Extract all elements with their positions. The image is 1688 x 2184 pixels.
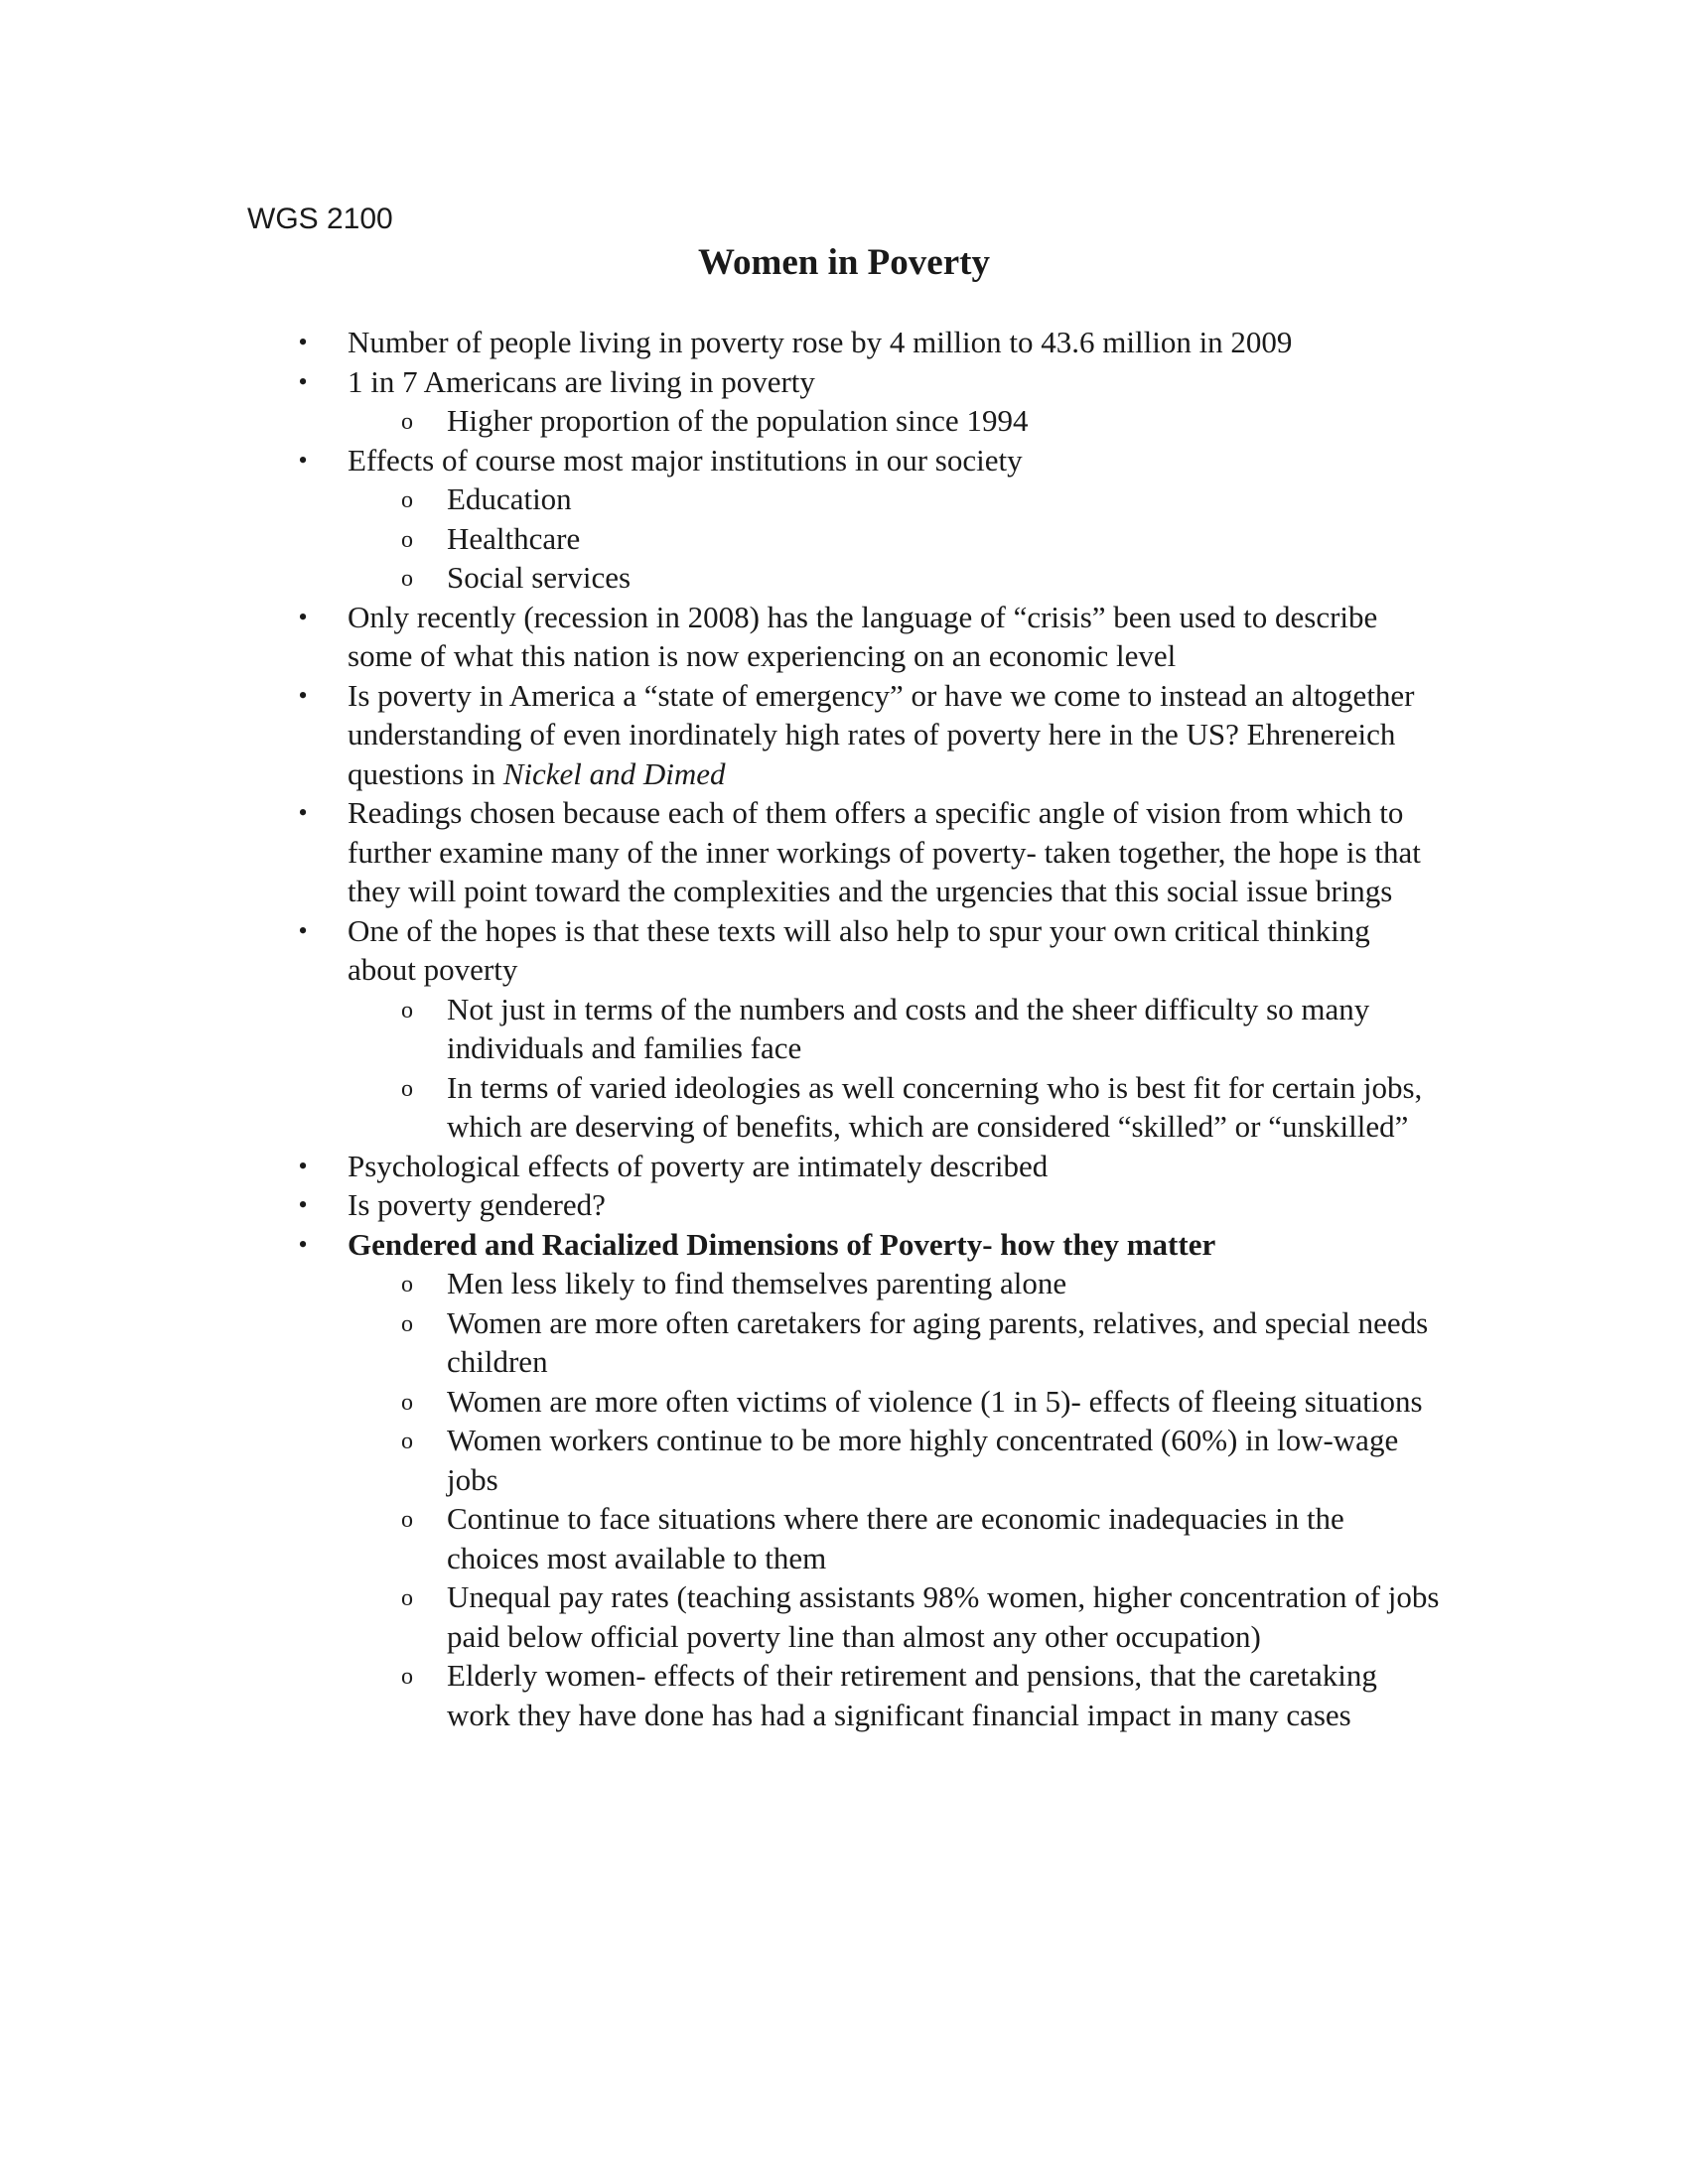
bullet-text: In terms of varied ideologies as well concerning who is best fit for certain jobs, which are deserving of benefits, which are considered “skilled” or “unskilled” (447, 1069, 1423, 1144)
course-code: WGS 2100 (247, 203, 393, 235)
bullet-text: Effects of course most major institutions in our society (348, 442, 1023, 478)
bullet-marker: • (298, 602, 308, 631)
sub-bullet-marker: o (401, 1075, 413, 1102)
sub-bullet-item (0, 990, 1440, 1068)
bullet-text: Not just in terms of the numbers and costs and the sheer difficulty so many individuals and families face (447, 991, 1370, 1065)
bullet-item (0, 676, 1440, 794)
bullet-text: Gendered and Racialized Dimensions of Poverty- how they matter (348, 1226, 1216, 1262)
sub-bullet-item (0, 1577, 1440, 1656)
sub-bullet-marker: o (401, 1310, 413, 1337)
bullet-text: Healthcare (447, 520, 581, 556)
sub-bullet-item (0, 1382, 1440, 1422)
bullet-text: Higher proportion of the population since 1994 (447, 403, 1029, 438)
book-title: Nickel and Dimed (502, 755, 726, 791)
bullet-text: Elderly women- effects of their retirement and pensions, that the caretaking work they have done has had a significant financial impact in many cases (447, 1658, 1377, 1732)
bullet-item (0, 362, 1440, 402)
sub-bullet-item (0, 1068, 1440, 1147)
bullet-marker: • (298, 328, 308, 356)
sub-bullet-item (0, 1264, 1440, 1303)
sub-bullet-marker: o (401, 566, 413, 592)
bullet-item (0, 1185, 1440, 1225)
sub-bullet-marker: o (401, 487, 413, 513)
bullet-marker: • (298, 1190, 308, 1219)
bullet-marker: • (298, 680, 308, 710)
sub-bullet-marker: o (401, 409, 413, 435)
bullet-text: Women are more often caretakers for aging parents, relatives, and special needs children (447, 1304, 1429, 1379)
bullet-marker: • (298, 366, 308, 396)
bullet-item (0, 441, 1440, 480)
bullet-item (0, 911, 1440, 990)
sub-bullet-item (0, 519, 1440, 559)
bullet-text: Men less likely to find themselves parenting alone (447, 1266, 1067, 1300)
bullet-text: Continue to face situations where there are economic inadequacies in the choices most available to them (447, 1501, 1344, 1575)
sub-bullet-item (0, 558, 1440, 598)
bullet-item (0, 1147, 1440, 1186)
bullet-text: Is poverty in America a “state of emergency” or have we come to instead an altogether understanding of even inordinately high rates of poverty here in the US? Ehrenereich questions in (348, 677, 1415, 791)
bullet-text: Is poverty gendered? (348, 1187, 606, 1222)
sub-bullet-marker: o (401, 1429, 413, 1454)
bullet-text: Readings chosen because each of them offers a specific angle of vision from which to further examine many of the inner workings of poverty- taken together, the hope is that they will point toward the complexities and the urgencies that this social issue brings (348, 795, 1421, 908)
sub-bullet-marker: o (401, 526, 413, 553)
bullet-marker: • (298, 1151, 308, 1180)
bullet-text: Only recently (recession in 2008) has the language of “crisis” been used to describe some of what this nation is now experiencing on an economic level (348, 599, 1378, 673)
bullet-marker: • (298, 915, 308, 945)
bullet-text: Women workers continue to be more highly concentrated (60%) in low-wage jobs (447, 1423, 1399, 1497)
bullet-marker: • (298, 1229, 308, 1259)
bullet-text: Number of people living in poverty rose by 4 million to 43.6 million in 2009 (348, 325, 1293, 359)
bullet-outline (0, 323, 1688, 1734)
sub-bullet-item (0, 401, 1440, 441)
sub-bullet-item (0, 479, 1440, 519)
bullet-text: Unequal pay rates (teaching assistants 98% women, higher concentration of jobs paid below official poverty line than almost any other occupation) (447, 1579, 1440, 1654)
bullet-text: Education (447, 481, 572, 516)
sub-bullet-marker: o (401, 1664, 413, 1690)
bullet-item (0, 323, 1440, 362)
bullet-item (0, 793, 1440, 911)
sub-bullet-item (0, 1499, 1440, 1577)
document-title: Women in Poverty (698, 242, 990, 283)
bullet-marker: • (298, 445, 308, 475)
bullet-item (0, 598, 1440, 676)
bullet-text: Psychological effects of poverty are intimately described (348, 1148, 1049, 1183)
bullet-text: 1 in 7 Americans are living in poverty (348, 363, 815, 399)
bullet-text: Women are more often victims of violence (1 in 5)- effects of fleeing situations (447, 1383, 1423, 1419)
bullet-text: One of the hopes is that these texts will also help to spur your own critical thinking about poverty (348, 912, 1370, 987)
sub-bullet-marker: o (401, 1389, 413, 1416)
sub-bullet-marker: o (401, 1507, 413, 1533)
sub-bullet-marker: o (401, 1585, 413, 1611)
bullet-marker: • (298, 798, 308, 827)
sub-bullet-item (0, 1656, 1440, 1734)
sub-bullet-marker: o (401, 997, 413, 1024)
bullet-text: Social services (447, 560, 632, 595)
sub-bullet-item (0, 1421, 1440, 1499)
sub-bullet-marker: o (401, 1272, 413, 1297)
sub-bullet-item (0, 1303, 1440, 1382)
bullet-item (0, 1225, 1440, 1265)
